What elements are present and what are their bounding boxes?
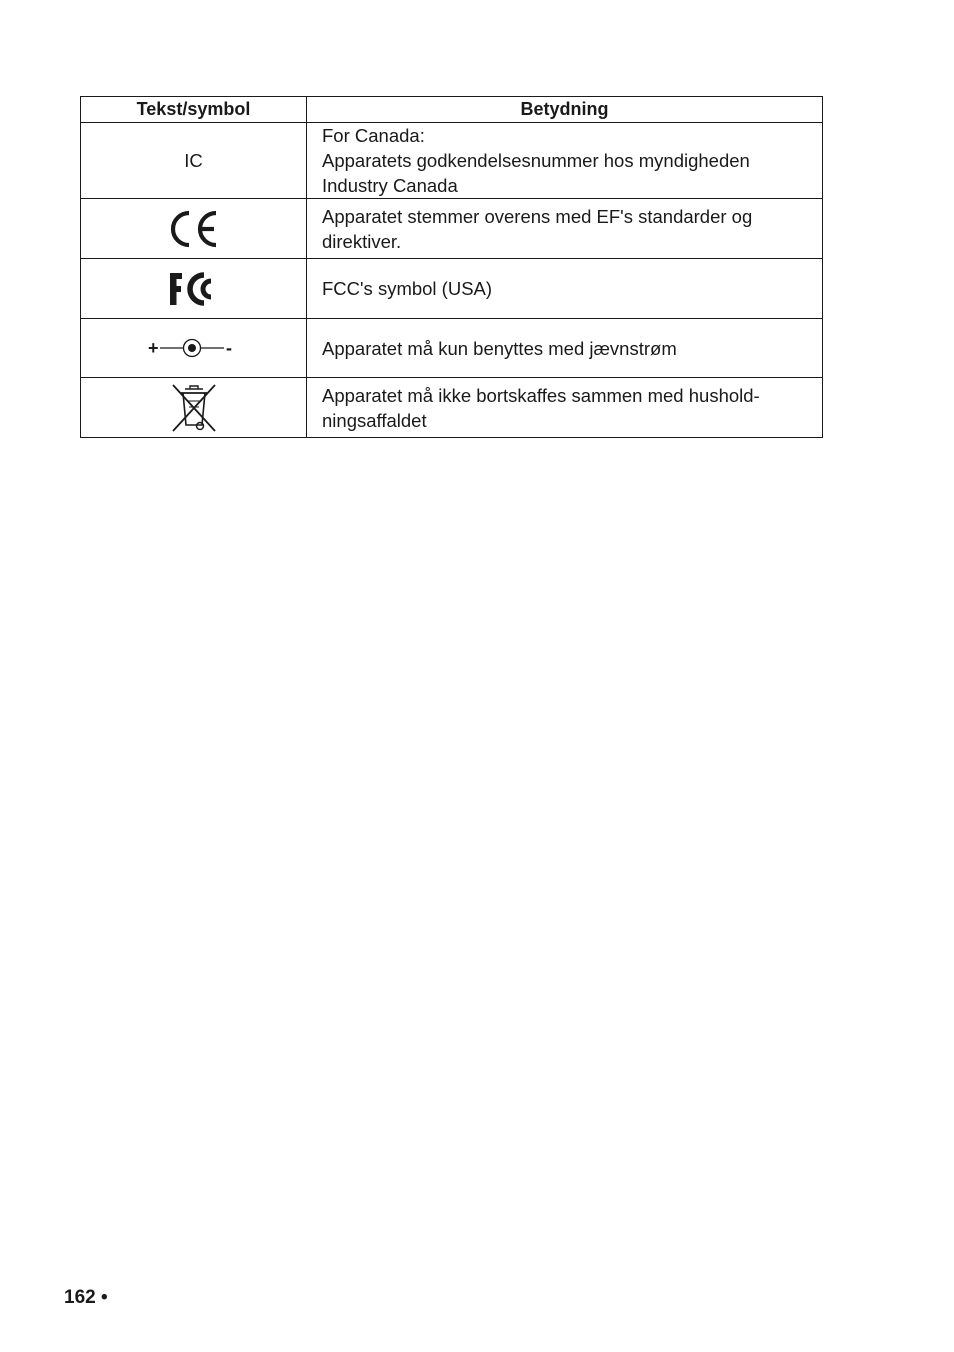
table-row <box>81 123 823 199</box>
fcc-logo-icon <box>168 270 220 308</box>
symbol-cell-ce <box>81 199 307 259</box>
meaning-cell <box>307 378 823 438</box>
meaning-cell <box>307 319 823 378</box>
meaning-line: Apparatet må ikke bortskaffes sammen med hushold- <box>322 384 760 406</box>
symbol-meaning-table <box>80 96 823 438</box>
meaning-cell <box>307 199 823 259</box>
meaning-cell <box>307 259 823 319</box>
minus-sign: - <box>225 338 232 358</box>
meaning-cell <box>307 123 823 199</box>
meaning-line: direktiver. <box>322 230 402 252</box>
meaning-line: Industry Canada <box>322 175 458 196</box>
plus-sign: + <box>147 338 159 358</box>
table-header-row <box>81 97 823 123</box>
dc-polarity-icon <box>148 336 240 360</box>
ce-mark-icon <box>167 210 221 248</box>
header-symbol: Tekst/symbol <box>81 97 307 123</box>
symbol-cell-dc <box>81 319 307 378</box>
meaning-line: Apparatets godkendelsesnummer hos myndigheden <box>322 150 750 171</box>
header-meaning: Betydning <box>307 97 823 123</box>
page-number: 162 • <box>64 1287 108 1308</box>
meaning-line: Apparatet stemmer overens med EF's standarder og <box>322 205 753 227</box>
meaning-line: For Canada: <box>322 125 425 146</box>
symbol-cell-fcc <box>81 259 307 319</box>
meaning-line: ningsaffaldet <box>322 409 427 431</box>
crossed-out-wheelie-bin-icon <box>170 383 218 433</box>
meaning-line: FCC's symbol (USA) <box>322 278 493 299</box>
table-row <box>81 199 823 259</box>
table-row <box>81 259 823 319</box>
symbol-cell-ic: IC <box>81 123 307 199</box>
table-row <box>81 378 823 438</box>
symbol-cell-weee <box>81 378 307 438</box>
table-row <box>81 319 823 378</box>
meaning-line: Apparatet må kun benyttes med jævnstrøm <box>322 337 677 359</box>
